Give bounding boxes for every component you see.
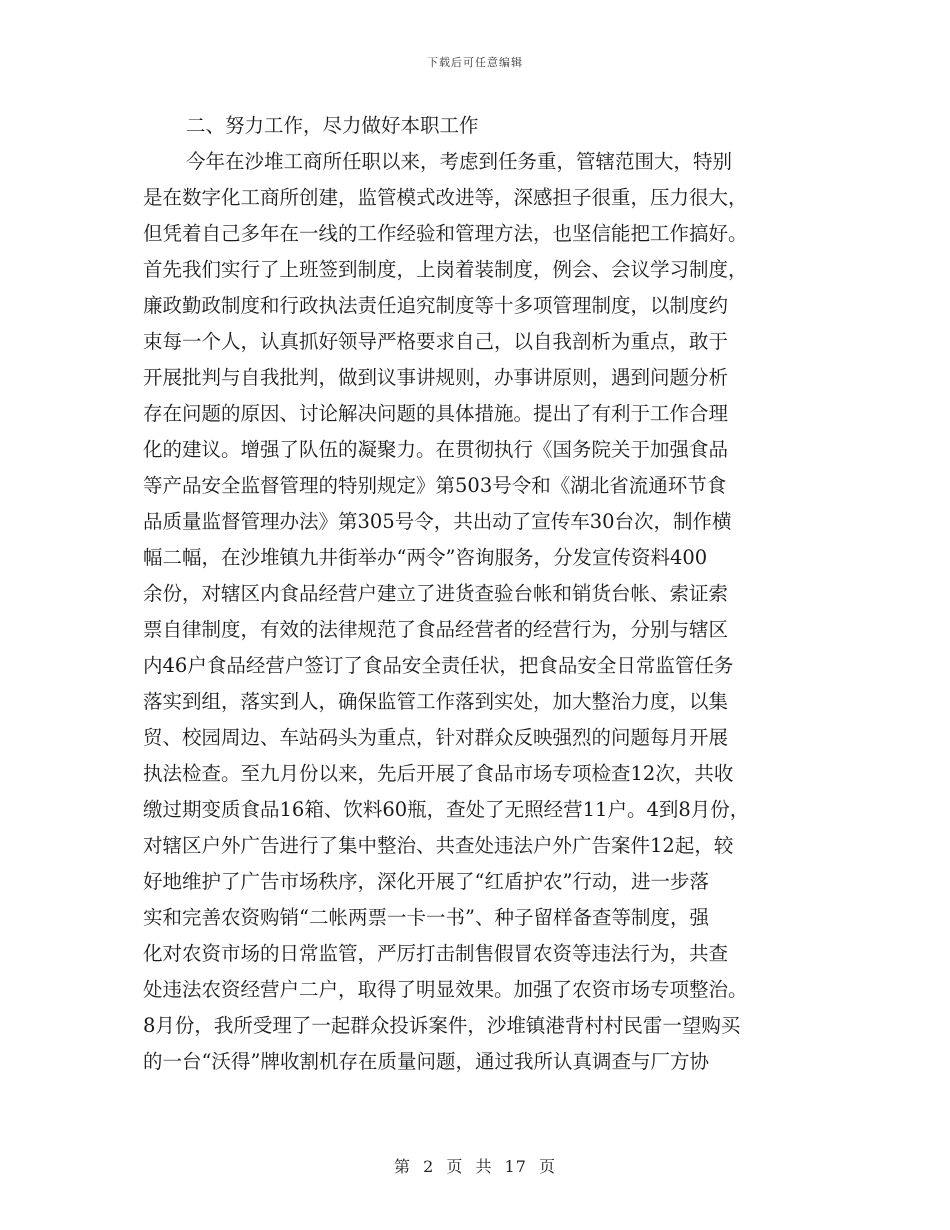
paragraph-line: 幅二幅，在沙堆镇九井街举办“两令”咨询服务，分发宣传资料400 [143,546,708,569]
paragraph-line: 开展批判与自我批判，做到议事讲规则，办事讲原则，遇到问题分析 [143,366,729,389]
paragraph-line: 对辖区户外广告进行了集中整治、共查处违法户外广告案件12起，较 [143,834,734,857]
section-heading: 二、努力工作，尽力做好本职工作 [186,114,479,137]
paragraph-line: 今年在沙堆工商所任职以来，考虑到任务重，管辖范围大，特别 [186,150,733,173]
paragraph-line: 好地维护了广告市场秩序，深化开展了“红盾护农”行动，进一步落 [143,870,709,893]
paragraph-line: 品质量监督管理办法》第305号令，共出动了宣传车30台次，制作横 [143,510,732,533]
paragraph-line: 廉政勤政制度和行政执法责任追究制度等十多项管理制度，以制度约 [143,294,729,317]
paragraph-line: 但凭着自己多年在一线的工作经验和管理方法，也坚信能把工作搞好。 [143,222,748,245]
paragraph-line: 化对农资市场的日常监管，严厉打击制售假冒农资等违法行为，共查 [143,942,729,965]
paragraph-line: 处违法农资经营户二户，取得了明显效果。加强了农资市场专项整治。 [143,978,748,1001]
paragraph-line: 缴过期变质食品16箱、饮料60瓶，查处了无照经营11户。4到8月份， [143,798,750,821]
paragraph-line: 化的建议。增强了队伍的凝聚力。在贯彻执行《国务院关于加强食品 [143,438,729,461]
document-body [143,108,833,1080]
paragraph-line: 是在数字化工商所创建，监管模式改进等，深感担子很重，压力很大， [143,186,748,209]
paragraph-line: 余份，对辖区内食品经营户建立了进货查验台帐和销货台帐、索证索 [143,582,729,605]
paragraph-line: 执法检查。至九月份以来，先后开展了食品市场专项检查12次，共收 [143,762,734,785]
paragraph-line: 存在问题的原因、讨论解决问题的具体措施。提出了有利于工作合理 [143,402,729,425]
paragraph-line: 实和完善农资购销“二帐两票一卡一书”、种子留样备查等制度，强 [143,906,709,929]
paragraph-line: 的一台“沃得”牌收割机存在质量问题，通过我所认真调查与厂方协 [143,1050,709,1073]
paragraph-line: 内46户食品经营户签订了食品安全责任状，把食品安全日常监管任务 [143,654,734,677]
page-header: 下载后可任意编辑 [427,56,523,69]
paragraph-line: 等产品安全监督管理的特别规定》第503号令和《湖北省流通环节食 [143,474,727,497]
paragraph-line: 落实到组，落实到人，确保监管工作落到实处，加大整治力度，以集 [143,690,729,713]
page-number-footer: 第 2 页 共 17 页 [394,1157,556,1176]
paragraph-line: 票自律制度，有效的法律规范了食品经营者的经营行为，分别与辖区 [143,618,729,641]
paragraph-line: 首先我们实行了上班签到制度，上岗着装制度，例会、会议学习制度， [143,258,748,281]
paragraph-line: 束每一个人，认真抓好领导严格要求自己，以自我剖析为重点，敢于 [143,330,729,353]
paragraph-line: 8月份，我所受理了一起群众投诉案件，沙堆镇港背村村民雷一望购买 [143,1014,741,1037]
paragraph-line: 贸、校园周边、车站码头为重点，针对群众反映强烈的问题每月开展 [143,726,729,749]
